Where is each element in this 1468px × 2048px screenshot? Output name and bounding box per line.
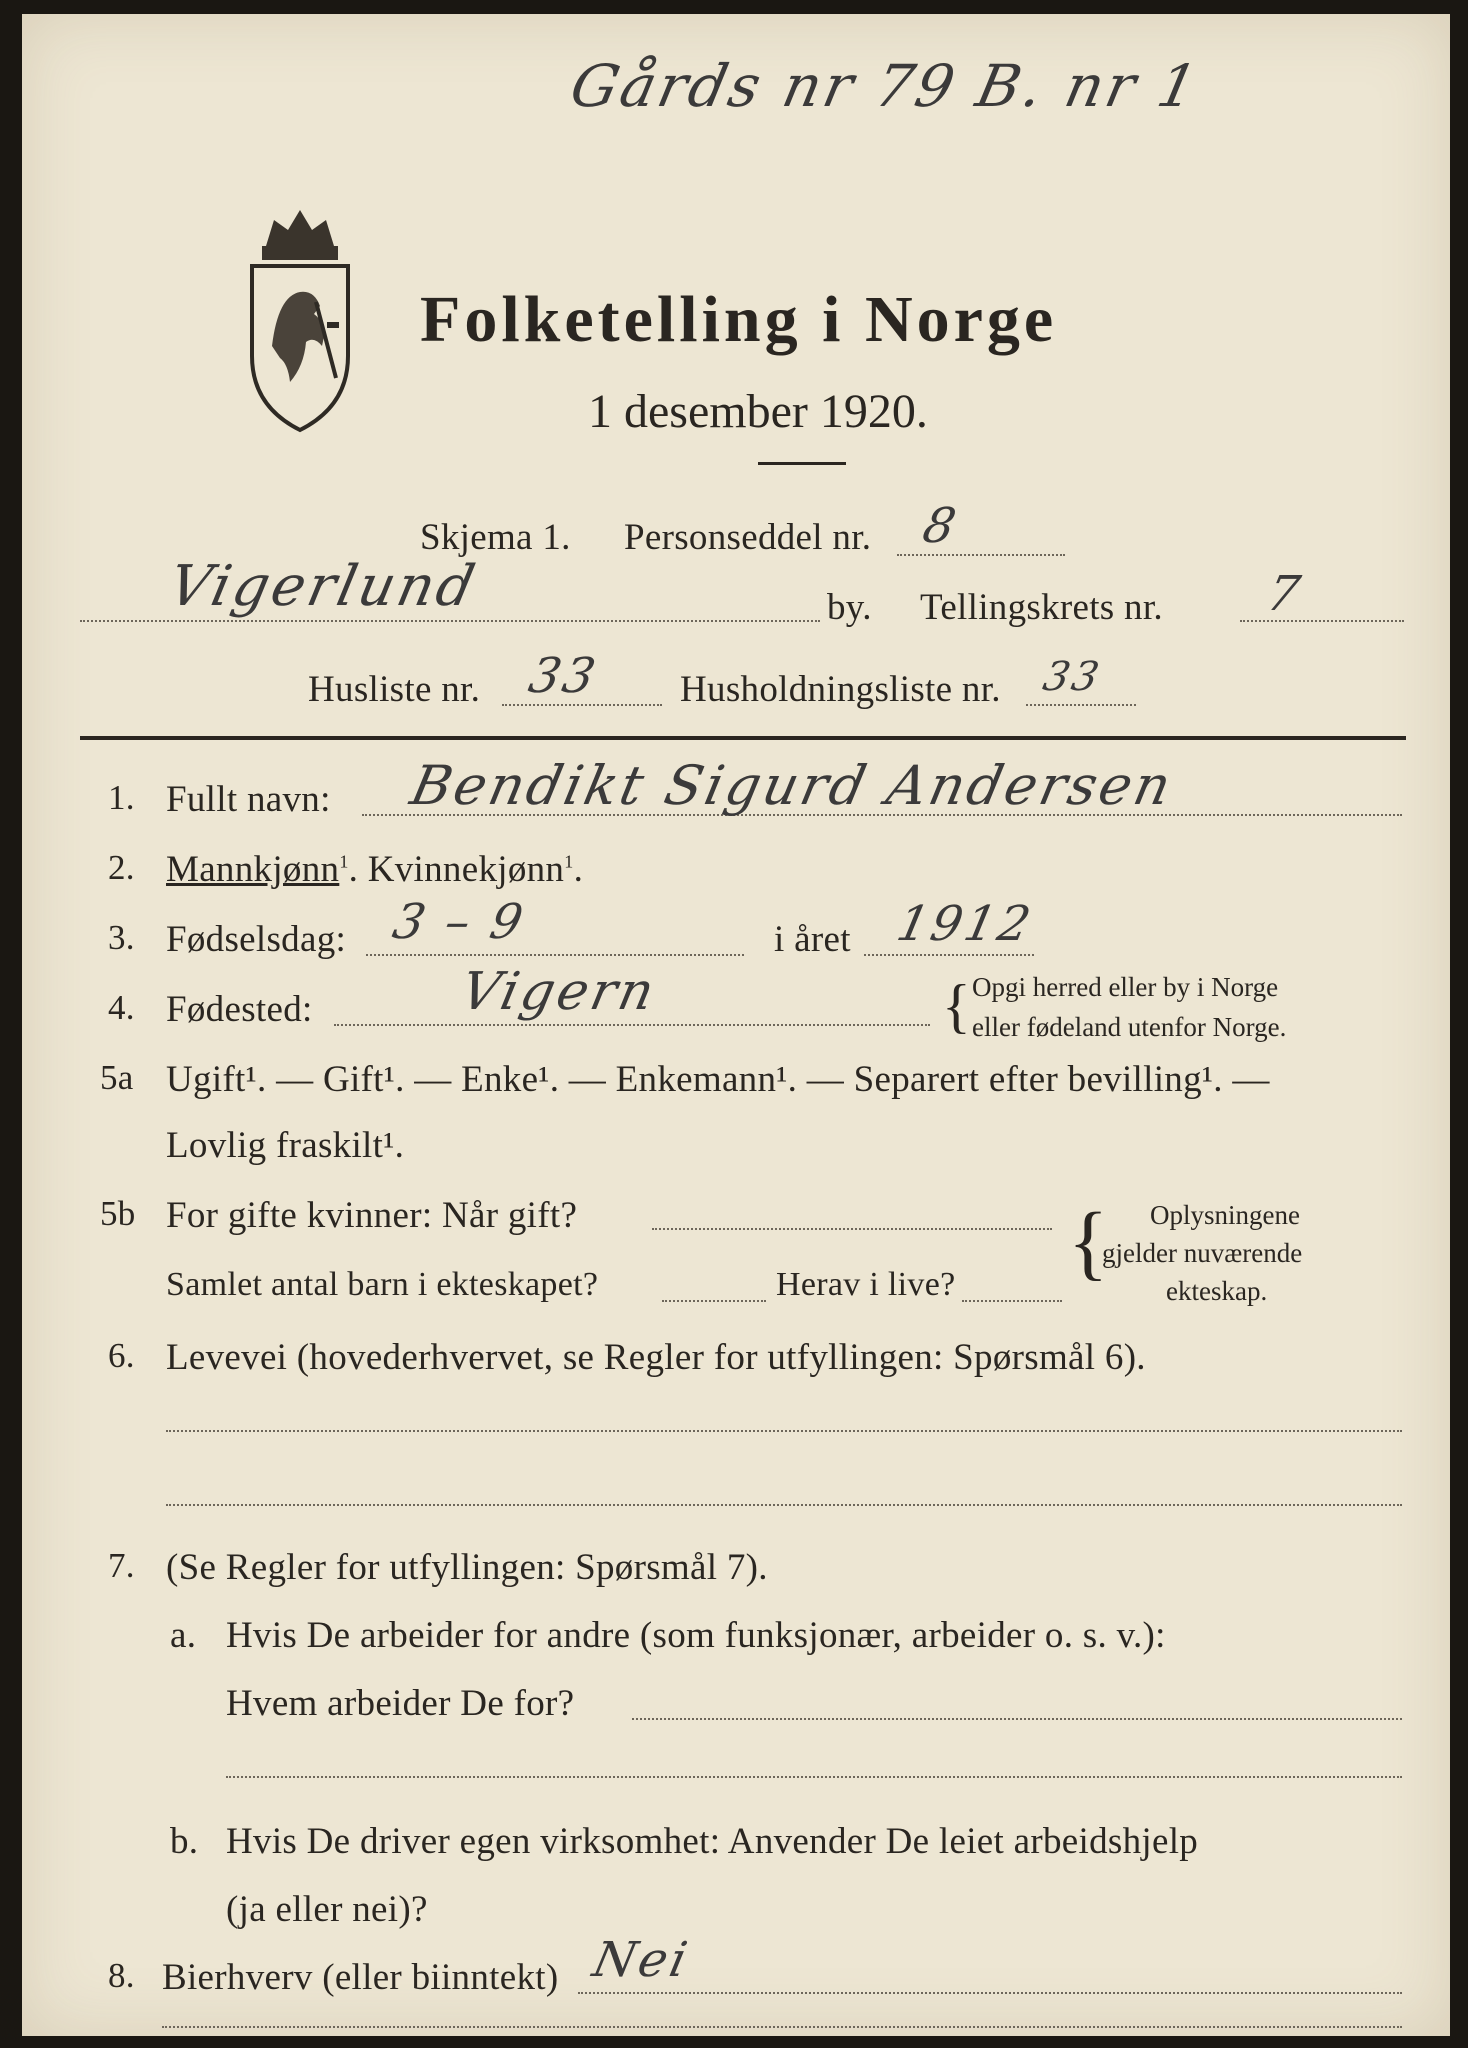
q7b-line1: Hvis De driver egen virksomhet: Anvender De leiet arbeidshjelp xyxy=(226,1821,1199,1862)
q5b-note-line1: Oplysningene xyxy=(1150,1200,1300,1230)
q3-birthdate-value: 3 – 9 xyxy=(388,894,531,950)
q5b-when-line xyxy=(652,1228,1052,1230)
q7a-answer-line-2 xyxy=(226,1776,1402,1778)
q6-line-1 xyxy=(166,1430,1402,1432)
by-label: by. xyxy=(827,587,872,628)
q5b-note-line3: ekteskap. xyxy=(1166,1276,1268,1306)
q6-line-2 xyxy=(166,1504,1402,1506)
q2-footnote-mark-1: 1 xyxy=(339,851,349,872)
q3-year-label: i året xyxy=(774,919,851,960)
q2-sex-options xyxy=(166,848,583,891)
q5b-alive-line xyxy=(962,1300,1062,1302)
q4-line xyxy=(334,1024,930,1026)
q6-label: Levevei (hovederhvervet, se Regler for utfyllingen: Spørsmål 6). xyxy=(166,1337,1146,1378)
q7-number: 7. xyxy=(108,1546,135,1585)
city-line xyxy=(80,620,820,622)
q5a-options: Ugift¹. — Gift¹. — Enke¹. — Enkemann¹. — Separert efter bevilling¹. — xyxy=(166,1059,1270,1100)
q2-footnote-mark-2: 1 xyxy=(564,851,574,872)
q5b-alive-label: Herav i live? xyxy=(776,1266,956,1303)
section-rule xyxy=(80,736,1406,740)
farm-number-annotation: Gårds nr 79 B. nr 1 xyxy=(564,52,1206,120)
q8-value: Nei xyxy=(588,1932,695,1988)
q8-line xyxy=(578,1992,1402,1994)
skjema-label: Skjema 1. xyxy=(420,517,571,558)
tellingskrets-label: Tellingskrets nr. xyxy=(920,587,1163,628)
q4-note-line1: Opgi herred eller by i Norge xyxy=(972,972,1279,1002)
q4-brace: { xyxy=(942,973,971,1039)
q7b-line2: (ja eller nei)? xyxy=(226,1889,428,1930)
q4-label: Fødested: xyxy=(166,989,313,1030)
q5b-children-line xyxy=(662,1300,766,1302)
q1-name-value: Bendikt Sigurd Andersen xyxy=(405,754,1180,817)
q5a-options-cont: Lovlig fraskilt¹. xyxy=(166,1125,405,1166)
tellingskrets-value: 7 xyxy=(1262,566,1308,622)
q5b-note-line2: gjelder nuværende xyxy=(1102,1238,1303,1268)
q2-male-option: Mannkjønn xyxy=(166,849,340,890)
q5b-children-label: Samlet antal barn i ekteskapet? xyxy=(166,1266,599,1303)
q8-number: 8. xyxy=(108,1956,135,1995)
husholdningsliste-value: 33 xyxy=(1039,654,1106,700)
husholdningsliste-label: Husholdningsliste nr. xyxy=(680,669,1001,710)
q7a-line2: Hvem arbeider De for? xyxy=(226,1683,575,1724)
q4-number: 4. xyxy=(108,988,135,1027)
q2-number: 2. xyxy=(108,848,135,887)
husliste-value: 33 xyxy=(524,648,604,704)
q7-label: (Se Regler for utfyllingen: Spørsmål 7). xyxy=(166,1547,768,1588)
q2-end: . xyxy=(573,849,584,890)
husliste-line xyxy=(502,704,662,706)
q5b-when-married: For gifte kvinner: Når gift? xyxy=(166,1195,578,1236)
q7a-answer-line xyxy=(632,1718,1402,1720)
q7b-letter: b. xyxy=(170,1821,199,1862)
coat-of-arms-icon xyxy=(244,206,356,439)
q4-birthplace-value: Vigern xyxy=(455,962,663,1022)
form-title: Folketelling i Norge xyxy=(420,283,1058,356)
q1-number: 1. xyxy=(108,778,135,817)
personseddel-label: Personseddel nr. xyxy=(624,517,872,558)
personseddel-line xyxy=(897,554,1065,556)
q5b-brace: { xyxy=(1068,1196,1109,1289)
q1-label: Fullt navn: xyxy=(166,779,331,820)
census-date: 1 desember 1920. xyxy=(588,385,928,438)
q5b-number: 5b xyxy=(100,1194,136,1233)
q2-female-option: Kvinnekjønn xyxy=(367,849,565,890)
q3-year-line xyxy=(864,954,1034,956)
q4-note-line2: eller fødeland utenfor Norge. xyxy=(972,1012,1287,1042)
q8-label: Bierhverv (eller biinntekt) xyxy=(162,1957,559,1998)
q7a-letter: a. xyxy=(170,1615,197,1656)
q2-separator: . xyxy=(348,849,368,890)
q6-number: 6. xyxy=(108,1336,135,1375)
q3-label: Fødselsdag: xyxy=(166,919,347,960)
title-divider xyxy=(758,462,846,465)
bottom-line xyxy=(162,2026,1402,2028)
q3-date-line xyxy=(366,954,744,956)
q3-year-value: 1912 xyxy=(892,896,1039,952)
husholdningsliste-line xyxy=(1026,704,1136,706)
q3-number: 3. xyxy=(108,918,135,957)
census-form-page xyxy=(22,14,1450,2036)
city-value: Vigerlund xyxy=(163,554,483,619)
q5a-number: 5a xyxy=(100,1058,134,1097)
husliste-label: Husliste nr. xyxy=(308,669,481,710)
personseddel-value: 8 xyxy=(918,498,964,554)
q7a-line1: Hvis De arbeider for andre (som funksjonær, arbeider o. s. v.): xyxy=(226,1615,1166,1656)
